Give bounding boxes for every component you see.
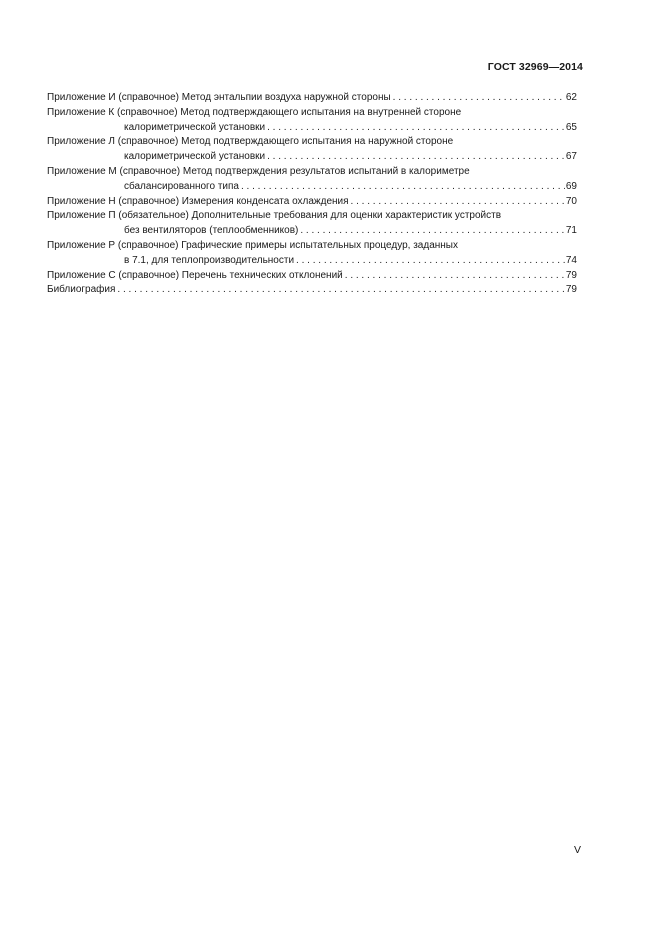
toc-entry-title-continued: в 7.1, для теплопроизводительности <box>124 254 295 266</box>
toc-entry-appendix-s[interactable] <box>47 269 577 284</box>
toc-leader-dots <box>300 224 565 239</box>
toc-entry-title-continued: калориметрической установки <box>124 151 266 163</box>
toc-entry-title-continued: калориметрической установки <box>124 121 266 133</box>
toc-leader-dots <box>267 121 565 136</box>
toc-leader-dots <box>351 195 565 210</box>
toc-page-number: 65 <box>565 121 577 133</box>
toc-entry-appendix-m[interactable] <box>47 165 577 195</box>
toc-leader-dots <box>393 91 565 106</box>
toc-entry-title: Приложение К (справочное) Метод подтверждающего испытания на внутренней стороне <box>47 106 462 118</box>
toc-entry-title: Приложение М (справочное) Метод подтверждения результатов испытаний в калориметре <box>47 165 470 177</box>
toc-entry-appendix-n[interactable] <box>47 195 577 210</box>
toc-entry-title: Приложение Л (справочное) Метод подтверждающего испытания на наружной стороне <box>47 136 454 148</box>
toc-entry-title-continued: сбалансированного типа <box>124 180 239 192</box>
page-number: V <box>574 844 582 856</box>
table-of-contents <box>47 91 577 298</box>
toc-entry-appendix-p[interactable] <box>47 209 577 239</box>
toc-leader-dots <box>267 150 565 165</box>
document-code: ГОСТ 32969—2014 <box>487 61 583 73</box>
toc-entry-appendix-k[interactable] <box>47 106 577 136</box>
toc-entry-title-continued: без вентиляторов (теплообменников) <box>124 225 299 237</box>
toc-leader-dots <box>296 254 565 269</box>
toc-entry-appendix-i[interactable] <box>47 91 577 106</box>
toc-entry-title: Приложение И (справочное) Метод энтальпии воздуха наружной стороны <box>47 92 391 103</box>
toc-leader-dots <box>241 180 565 195</box>
toc-entry-appendix-r[interactable] <box>47 239 577 269</box>
toc-leader-dots <box>345 269 565 284</box>
toc-page-number: 70 <box>565 195 577 207</box>
toc-page-number: 71 <box>565 225 577 237</box>
toc-entry-bibliography[interactable] <box>47 283 577 298</box>
toc-page-number: 62 <box>565 92 577 103</box>
toc-page-number: 67 <box>565 151 577 163</box>
toc-entry-title: Приложение С (справочное) Перечень технических отклонений <box>47 269 343 281</box>
toc-leader-dots <box>117 283 564 298</box>
toc-entry-appendix-l[interactable] <box>47 135 577 165</box>
toc-page-number: 79 <box>565 269 577 281</box>
toc-page-number: 79 <box>565 284 577 296</box>
toc-entry-title: Приложение П (обязательное) Дополнительные требования для оценки характеристик устройств <box>47 210 502 222</box>
toc-entry-title: Приложение Н (справочное) Измерения конденсата охлаждения <box>47 195 349 207</box>
toc-entry-title: Библиография <box>47 284 116 296</box>
toc-page-number: 69 <box>565 180 577 192</box>
toc-page-number: 74 <box>565 254 577 266</box>
toc-entry-title: Приложение Р (справочное) Графические примеры испытательных процедур, заданных <box>47 239 458 251</box>
